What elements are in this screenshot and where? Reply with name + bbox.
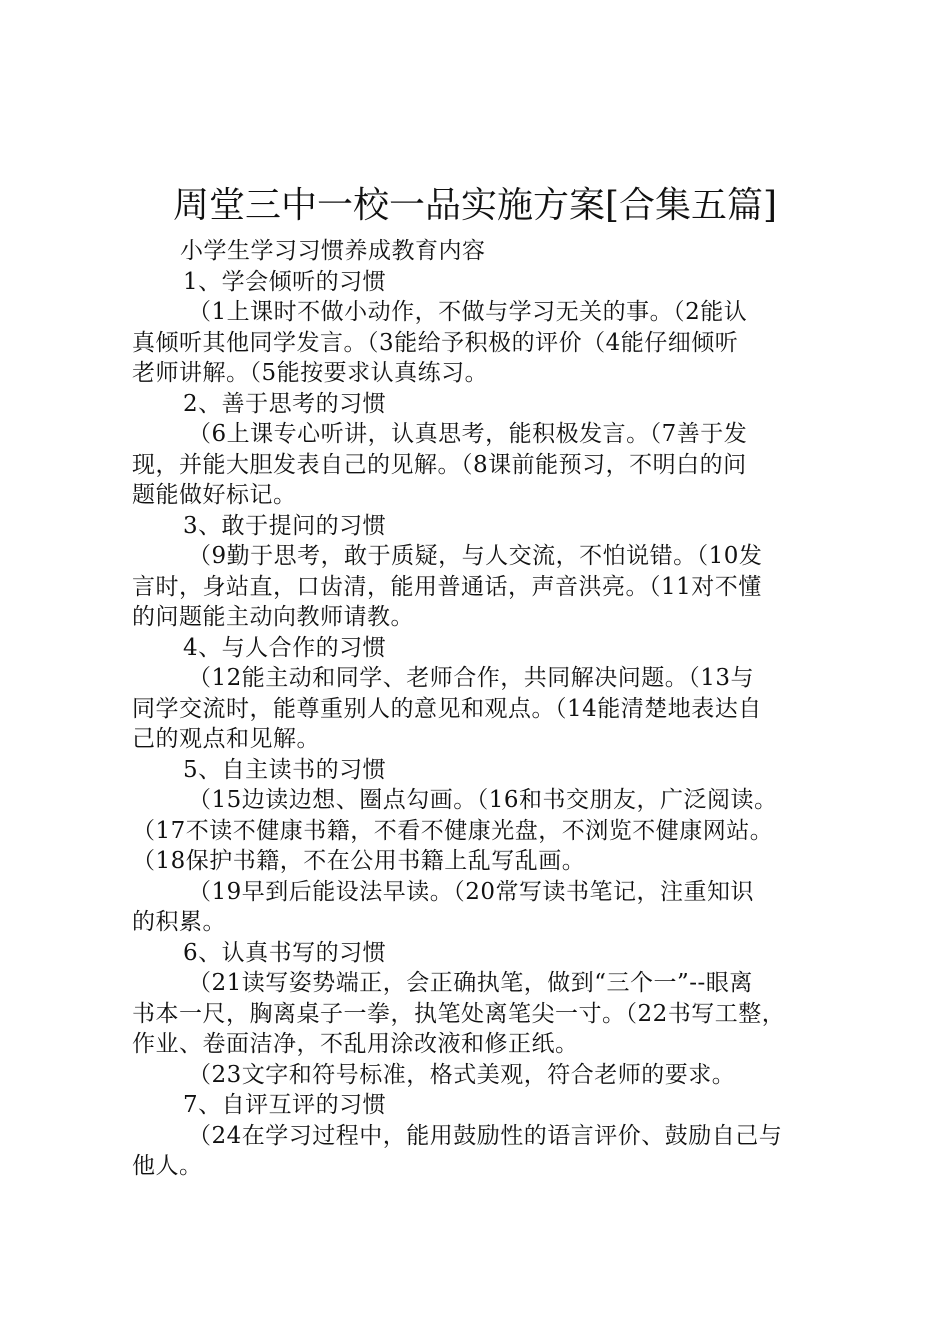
document-title: 周堂三中一校一品实施方案[合集五篇] (172, 185, 778, 226)
paragraph-line: 己的观点和见解。 (132, 726, 320, 752)
paragraph-line: （6上课专心听讲，认真思考，能积极发言。（7善于发 (188, 421, 748, 447)
paragraph-line: （21读写姿势端正，会正确执笔，做到“三个一”--眼离 (188, 970, 753, 996)
paragraph-line: 真倾听其他同学发言。（3能给予积极的评价（4能仔细倾听 (132, 330, 739, 356)
paragraph-line: （1上课时不做小动作，不做与学习无关的事。（2能认 (188, 299, 748, 325)
paragraph-line: 老师讲解。（5能按要求认真练习。 (132, 360, 489, 386)
paragraph-line: （24在学习过程中，能用鼓励性的语言评价、鼓励自己与 (188, 1123, 783, 1149)
paragraph-line: 现，并能大胆发表自己的见解。（8课前能预习，不明白的问 (132, 452, 747, 478)
section-heading: 7、自评互评的习惯 (183, 1092, 387, 1118)
section-heading: 2、善于思考的习惯 (183, 391, 387, 417)
paragraph-line: 同学交流时，能尊重别人的意见和观点。（14能清楚地表达自 (132, 696, 762, 722)
section-heading: 1、学会倾听的习惯 (183, 269, 387, 295)
section-heading: 5、自主读书的习惯 (183, 757, 387, 783)
paragraph-line: 的积累。 (132, 909, 226, 935)
paragraph-line: （9勤于思考，敢于质疑，与人交流，不怕说错。（10发 (188, 543, 763, 569)
paragraph-line: （19早到后能设法早读。（20常写读书笔记，注重知识 (188, 879, 755, 905)
section-heading: 3、敢于提问的习惯 (183, 513, 387, 539)
paragraph-line: （18保护书籍，不在公用书籍上乱写乱画。 (132, 848, 586, 874)
paragraph-line: （17不读不健康书籍，不看不健康光盘，不浏览不健康网站。 (132, 818, 774, 844)
paragraph-line: （12能主动和同学、老师合作，共同解决问题。（13与 (188, 665, 755, 691)
paragraph-line: （23文字和符号标准，格式美观，符合老师的要求。 (188, 1062, 736, 1088)
section-intro: 小学生学习习惯养成教育内容 (180, 238, 486, 264)
paragraph-line: 他人。 (132, 1153, 203, 1179)
paragraph-line: 言时，身站直，口齿清，能用普通话，声音洪亮。（11对不懂 (132, 574, 762, 600)
paragraph-line: 作业、卷面洁净，不乱用涂改液和修正纸。 (132, 1031, 579, 1057)
section-heading: 4、与人合作的习惯 (183, 635, 387, 661)
section-heading: 6、认真书写的习惯 (183, 940, 387, 966)
paragraph-line: 的问题能主动向教师请教。 (132, 604, 414, 630)
paragraph-line: 书本一尺，胸离桌子一拳，执笔处离笔尖一寸。（22书写工整， (132, 1001, 786, 1027)
paragraph-line: （15边读边想、圈点勾画。（16和书交朋友，广泛阅读。 (188, 787, 778, 813)
paragraph-line: 题能做好标记。 (132, 482, 297, 508)
